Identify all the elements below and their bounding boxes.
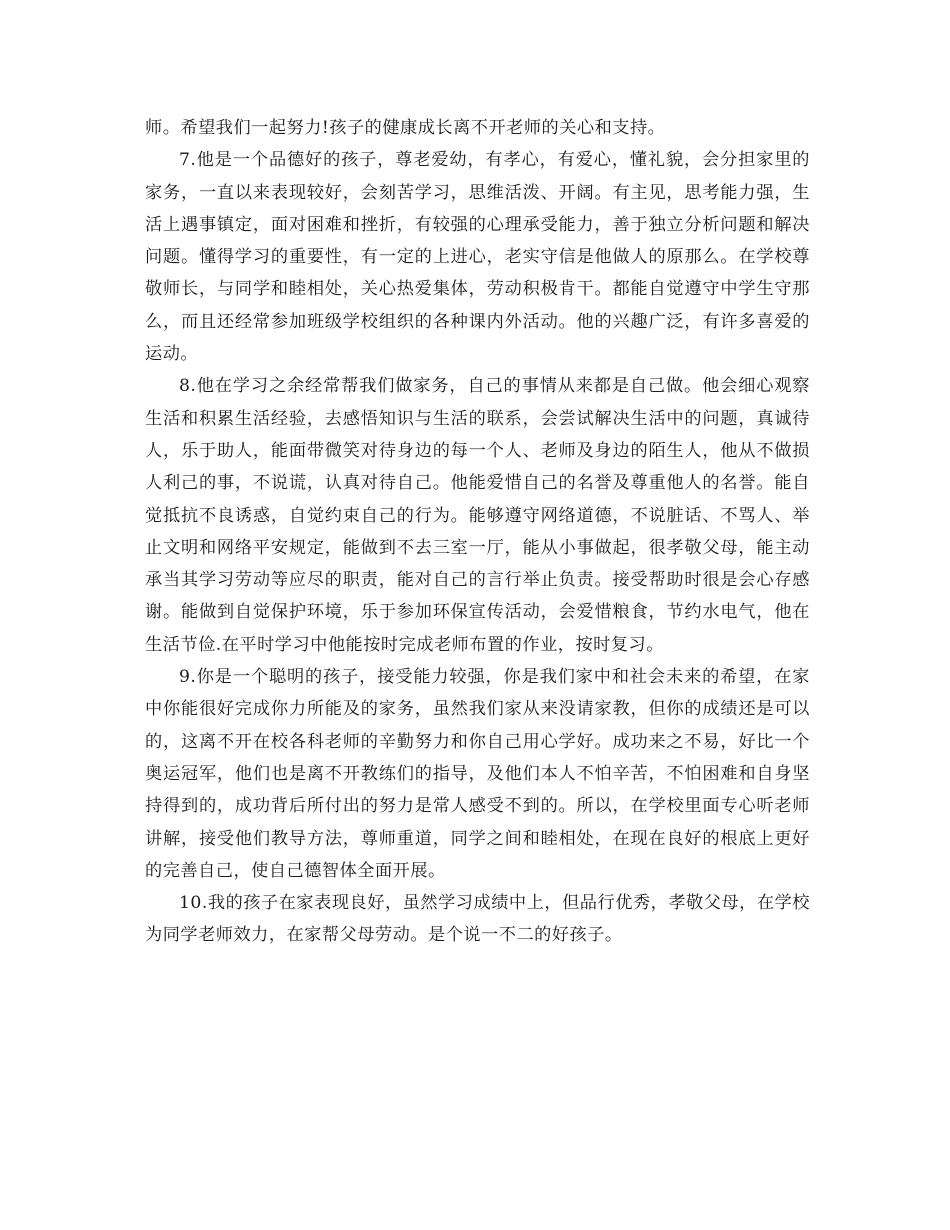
paragraph-item-7: 7.他是一个品德好的孩子，尊老爱幼，有孝心，有爱心，懂礼貌，会分担家里的家务，一直以来表现较好，会刻苦学习，思维活泼、开阔。有主见，思考能力强，生活上遇事镇定，面对困难和挫折，有较强的心理承受能力，善于独立分析问题和解决问题。懂得学习的重要性，有一定的上进心，老实守信是他做人的原那么。在学校尊敬师长，与同学和睦相处，关心热爱集体，劳动积极肯干。都能自觉遵守中学生守那么，而且还经常参加班级学校组织的各种课内外活动。他的兴趣广泛，有许多喜爱的运动。: [145, 150, 810, 365]
paragraph-item-10: 10.我的孩子在家表现良好，虽然学习成绩中上，但品行优秀，孝敬父母，在学校为同学老师效力，在家帮父母劳动。是个说一不二的好孩子。: [145, 893, 810, 946]
paragraph-item-8: 8.他在学习之余经常帮我们做家务，自己的事情从来都是自己做。他会细心观察生活和积累生活经验，去感悟知识与生活的联系，会尝试解决生活中的问题，真诚待人，乐于助人，能面带微笑对待身边的每一个人、老师及身边的陌生人，他从不做损人利己的事，不说谎，认真对待自己。他能爱惜自己的名誉及尊重他人的名誉。能自觉抵抗不良诱惑，自觉约束自己的行为。能够遵守网络道德，不说脏话、不骂人、举止文明和网络平安规定，能做到不去三室一厅，能从小事做起，很孝敬父母，能主动承当其学习劳动等应尽的职责，能对自己的言行举止负责。接受帮助时很是会心存感谢。能做到自觉保护环境，乐于参加环保宣传活动，会爱惜粮食，节约水电气，他在生活节俭.在平时学习中他能按时完成老师布置的作业，按时复习。: [145, 376, 810, 655]
document-body: [145, 112, 810, 952]
paragraph-continuation: 师。希望我们一起努力!孩子的健康成长离不开老师的关心和支持。: [145, 118, 666, 138]
paragraph-item-9: 9.你是一个聪明的孩子，接受能力较强，你是我们家中和社会未来的希望，在家中你能很好完成你力所能及的家务，虽然我们家从来没请家教，但你的成绩还是可以的，这离不开在校各科老师的辛勤努力和你自己用心学好。成功来之不易，好比一个奥运冠军，他们也是离不开教练们的指导，及他们本人不怕辛苦，不怕困难和自身坚持得到的，成功背后所付出的努力是常人感受不到的。所以，在学校里面专心听老师讲解，接受他们教导方法，尊师重道，同学之间和睦相处，在现在良好的根底上更好的完善自己，使自己德智体全面开展。: [145, 667, 810, 881]
